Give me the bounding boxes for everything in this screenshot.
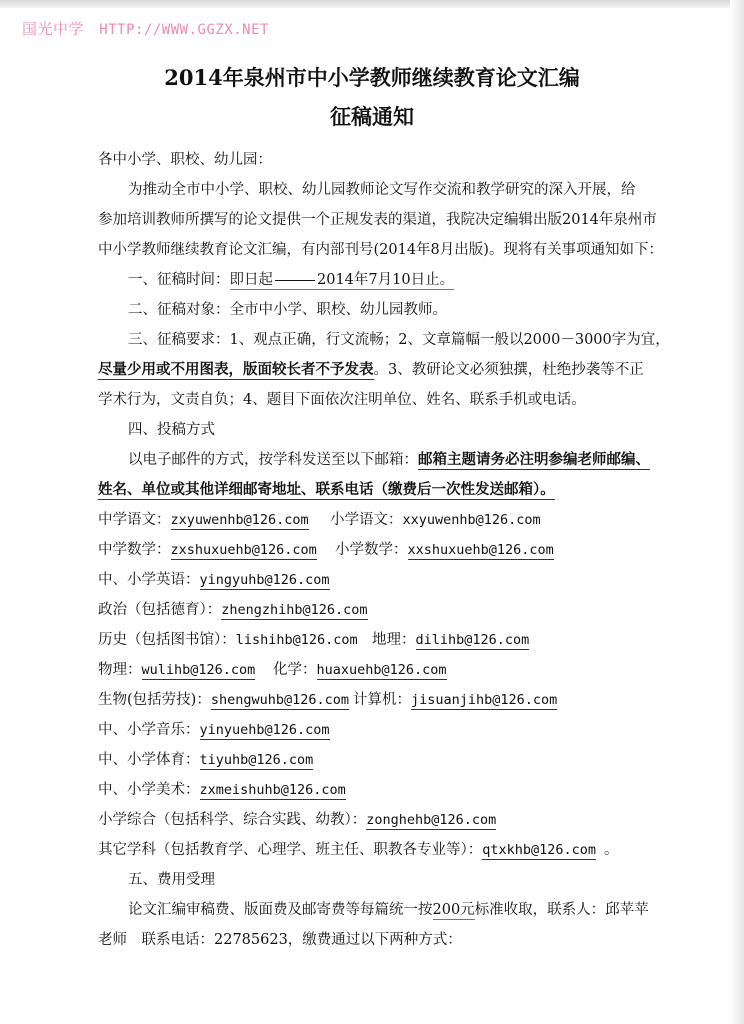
section-5-line-2: 老师 联系电话：22785623，缴费通过以下两种方式：	[98, 932, 462, 948]
email-row	[98, 748, 313, 769]
email-link[interactable]: zhengzhihb@126.com	[221, 602, 368, 618]
email-row	[98, 808, 496, 829]
email-link[interactable]: yinyuehb@126.com	[199, 722, 330, 738]
line-tail: 。	[604, 842, 619, 858]
email-row	[353, 688, 557, 709]
subject-label: 其它学科（包括教育学、心理学、班主任、职教各专业等）：	[98, 842, 483, 858]
email-row	[98, 568, 330, 589]
email-link[interactable]: qtxkhb@126.com	[482, 842, 597, 858]
subject-label: 中、小学音乐：	[98, 722, 200, 738]
email-link[interactable]: zxmeishuhb@126.com	[199, 782, 346, 798]
email-row	[372, 628, 529, 649]
email-link[interactable]: zonghehb@126.com	[366, 812, 497, 828]
intro-line-1: 为推动全市中小学、职校、幼儿园教师论文写作交流和教学研究的深入开展，给	[128, 182, 636, 198]
section-5-line-1	[128, 898, 649, 919]
scan-edge	[0, 0, 744, 8]
subject-label: 物理：	[98, 662, 142, 678]
email-link[interactable]: shengwuhb@126.com	[210, 692, 349, 708]
email-row	[98, 838, 619, 859]
subject-label: 中、小学体育：	[98, 752, 200, 768]
watermark-url: HTTP://WWW.GGZX.NET	[99, 22, 269, 38]
subject-label: 小学语文：	[330, 512, 403, 528]
fee-amount: 200元	[432, 902, 475, 918]
email-row	[98, 778, 346, 799]
salutation: 各中小学、职校、幼儿园：	[98, 152, 272, 168]
email-link[interactable]: dilihb@126.com	[415, 632, 530, 648]
subject-label: 历史（包括图书馆）：	[98, 632, 236, 648]
email-link[interactable]: yingyuhb@126.com	[199, 572, 330, 588]
email-link[interactable]: xxshuxuehb@126.com	[407, 542, 554, 558]
section-3-line-2	[98, 358, 644, 379]
watermark	[22, 18, 269, 39]
section-4-emphasis-2: 姓名、单位或其他详细邮寄地址、联系电话（缴费后一次性发送邮箱）。	[98, 481, 555, 498]
section-5-title: 五、费用受理	[128, 872, 215, 888]
dash-separator	[275, 280, 315, 281]
subject-label: 小学综合（包括科学、综合实践、幼教）：	[98, 812, 367, 828]
email-link[interactable]: jisuanjihb@126.com	[411, 692, 558, 708]
email-row	[98, 628, 358, 649]
email-row	[98, 598, 368, 619]
document-title: 2014年泉州市中小学教师继续教育论文汇编	[164, 65, 580, 90]
section-3-line-1: 三、征稿要求：1、观点正确，行文流畅；2、文章篇幅一般以2000－3000字为宜，	[128, 332, 670, 348]
subject-label: 中学数学：	[98, 542, 171, 558]
email-row	[273, 658, 447, 679]
section-3-line-2-rest: 。3、教研论文必须独撰，杜绝抄袭等不正	[373, 362, 644, 378]
subject-label: 计算机：	[353, 692, 411, 708]
section-4-line-1	[128, 448, 650, 469]
section-1-deadline	[128, 268, 454, 289]
watermark-site: 国光中学	[22, 20, 85, 38]
email-link[interactable]: zxshuxuehb@126.com	[170, 542, 317, 558]
intro-line-3: 中小学教师继续教育论文汇编，有内部刊号(2014年8月出版)。现将有关事项通知如下：	[98, 242, 663, 258]
section-4-plain: 以电子邮件的方式，按学科发送至以下邮箱：	[128, 452, 418, 468]
email-link[interactable]: huaxuehb@126.com	[316, 662, 447, 678]
email-link[interactable]: wulihb@126.com	[141, 662, 256, 678]
scan-shadow	[730, 0, 744, 1024]
email-link[interactable]: xxyuwenhb@126.com	[402, 512, 541, 528]
email-link[interactable]: zxyuwenhb@126.com	[170, 512, 309, 528]
contact-person: 标准收取，联系人：邱苹苹	[474, 902, 649, 918]
section-1-prefix: 一、征稿时间：	[128, 272, 230, 288]
email-link[interactable]: lishihb@126.com	[235, 632, 358, 648]
subject-label: 地理：	[372, 632, 416, 648]
subject-label: 政治（包括德育）：	[98, 602, 222, 618]
intro-line-2: 参加培训教师所撰写的论文提供一个正规发表的渠道，我院决定编辑出版2014年泉州市	[98, 212, 657, 228]
section-4-title: 四、投稿方式	[128, 422, 215, 438]
subject-label: 中、小学美术：	[98, 782, 200, 798]
email-row	[98, 718, 330, 739]
subject-label: 化学：	[273, 662, 317, 678]
deadline-start: 即日起	[229, 272, 273, 288]
subject-label: 中学语文：	[98, 512, 171, 528]
subject-label: 中、小学英语：	[98, 572, 200, 588]
section-4-emphasis-1: 邮箱主题请务必注明参编老师邮编、	[418, 451, 650, 468]
section-3-emphasis: 尽量少用或不用图表，版面较长者不予发表	[98, 361, 374, 378]
section-2-audience: 二、征稿对象：全市中小学、职校、幼儿园教师。	[128, 302, 447, 318]
subject-label: 小学数学：	[335, 542, 408, 558]
email-row	[330, 508, 541, 529]
email-link[interactable]: tiyuhb@126.com	[199, 752, 314, 768]
email-row	[98, 658, 255, 679]
email-row	[98, 688, 349, 709]
section-3-line-3: 学术行为，文责自负；4、题目下面依次注明单位、姓名、联系手机或电话。	[98, 392, 586, 408]
email-row	[335, 538, 554, 559]
document-subtitle: 征稿通知	[330, 104, 414, 129]
fee-text: 论文汇编审稿费、版面费及邮寄费等每篇统一按	[128, 902, 433, 918]
email-row	[98, 538, 317, 559]
section-4-line-2	[98, 478, 555, 499]
email-row	[98, 508, 309, 529]
deadline-end: 2014年7月10日止。	[317, 272, 455, 288]
subject-label: 生物(包括劳技)：	[98, 692, 211, 708]
